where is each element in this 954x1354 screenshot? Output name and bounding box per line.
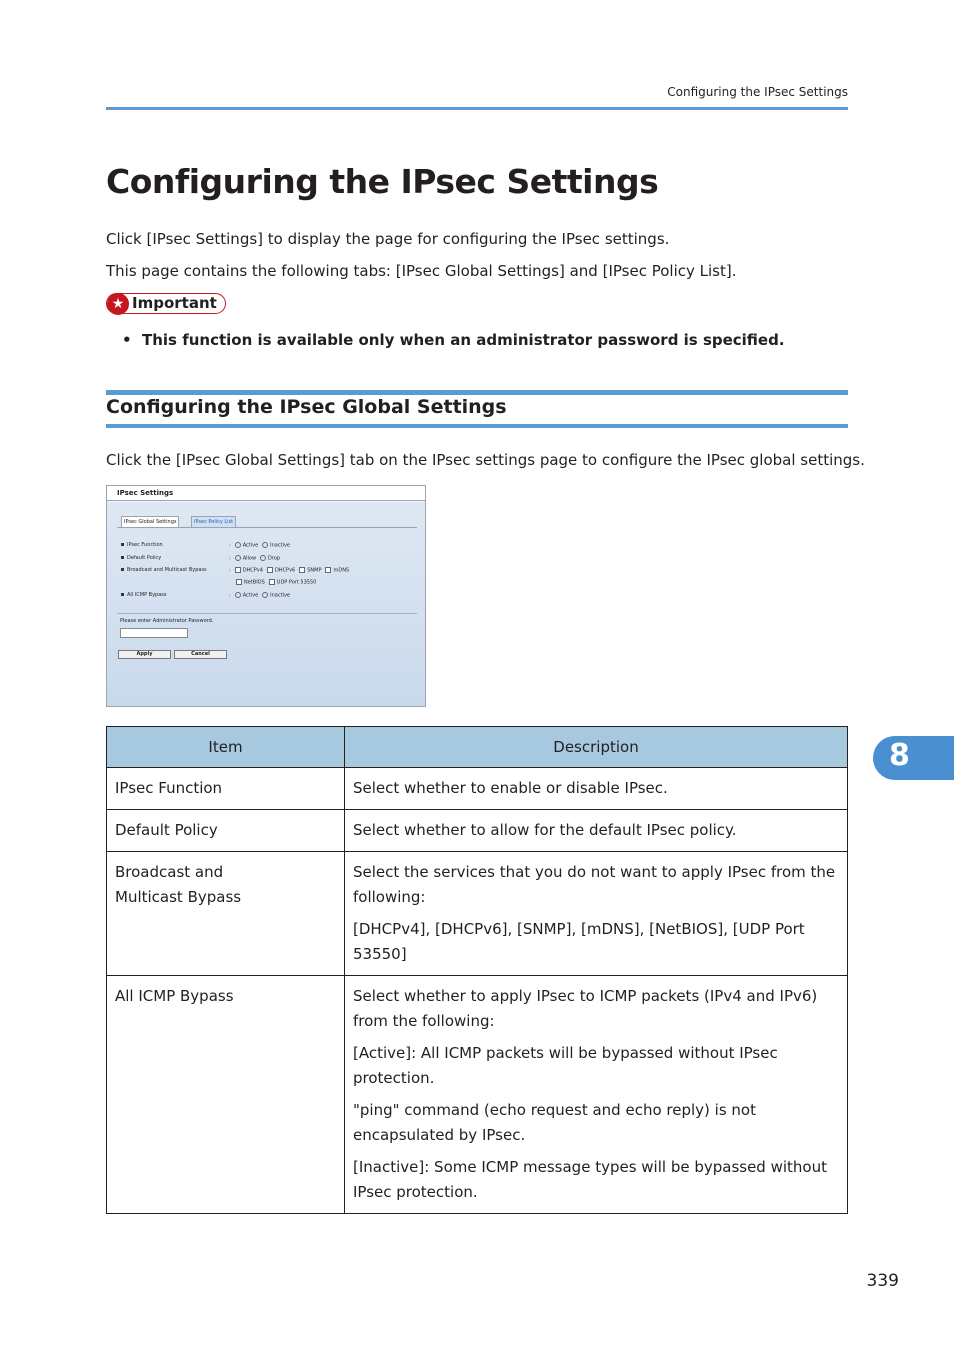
table-row	[107, 768, 848, 810]
section-title: Configuring the IPsec Global Settings	[106, 396, 507, 418]
setting-value-broadcast-bypass-2: NetBIOS UDP Port 53550	[232, 579, 316, 586]
radio-drop[interactable]	[260, 555, 266, 561]
radio-inactive[interactable]	[262, 542, 268, 548]
bullet-dot: •	[122, 331, 132, 349]
bullet-square-icon	[121, 543, 124, 546]
important-label: Important	[132, 294, 217, 312]
important-bullet	[122, 331, 785, 349]
intro-paragraph-2: This page contains the following tabs: [IPsec Global Settings] and [IPsec Policy List].	[106, 262, 737, 280]
cancel-button[interactable]: Cancel	[174, 650, 227, 659]
setting-value-icmp-bypass: : Active Inactive	[229, 592, 290, 599]
tab-ipsec-global-settings[interactable]: IPsec Global Settings	[121, 516, 179, 528]
setting-label-icmp-bypass: All ICMP Bypass	[121, 592, 167, 598]
setting-label-broadcast-bypass: Broadcast and Multicast Bypass	[121, 567, 207, 573]
settings-table	[106, 726, 848, 1214]
header-item: Item	[107, 727, 345, 768]
bullet-square-icon	[121, 556, 124, 559]
section-rule-bottom	[106, 424, 848, 428]
item-cell: All ICMP Bypass	[107, 976, 345, 1214]
table-row	[107, 810, 848, 852]
setting-value-broadcast-bypass: : DHCPv4 DHCPv6 SNMP mDNS	[229, 567, 350, 574]
apply-button[interactable]: Apply	[118, 650, 171, 659]
setting-value-ipsec-function: : Active Inactive	[229, 542, 290, 549]
radio-inactive[interactable]	[262, 592, 268, 598]
password-label: Please enter Administrator Password.	[120, 618, 214, 624]
header-description: Description	[345, 727, 848, 768]
checkbox-mdns[interactable]	[325, 567, 331, 573]
setting-value-default-policy: : Allow Drop	[229, 555, 281, 562]
checkbox-netbios[interactable]	[236, 579, 242, 585]
chapter-number: 8	[889, 738, 910, 773]
tab-rule	[117, 527, 417, 528]
screenshot-title: IPsec Settings	[117, 489, 174, 497]
page-title: Configuring the IPsec Settings	[106, 162, 659, 201]
intro-paragraph-1: Click [IPsec Settings] to display the page for configuring the IPsec settings.	[106, 230, 670, 248]
table-row	[107, 976, 848, 1214]
checkbox-snmp[interactable]	[299, 567, 305, 573]
important-badge	[106, 293, 226, 314]
ipsec-settings-screenshot	[106, 485, 426, 707]
password-input[interactable]	[120, 628, 188, 638]
bullet-square-icon	[121, 568, 124, 571]
screenshot-title-rule	[107, 500, 425, 501]
page-number: 339	[866, 1271, 899, 1291]
star-icon: ★	[107, 293, 129, 315]
description-cell: Select whether to apply IPsec to ICMP packets (IPv4 and IPv6) from the following: [Active]: All ICMP packets will be bypassed without IPsec protection. "ping" command (echo request and echo reply) is not encapsulated by IPsec. [Inactive]: Some ICMP message types will be bypassed without IPsec protection.	[345, 976, 848, 1214]
description-cell: Select the services that you do not want to apply IPsec from the following: [DHCPv4], [DHCPv6], [SNMP], [mDNS], [NetBIOS], [UDP Port 53550]	[345, 852, 848, 976]
description-cell: Select whether to allow for the default IPsec policy.	[345, 810, 848, 852]
item-cell: IPsec Function	[107, 768, 345, 810]
radio-allow[interactable]	[235, 555, 241, 561]
running-head: Configuring the IPsec Settings	[667, 85, 848, 99]
table-header-row	[107, 727, 848, 768]
table-row	[107, 852, 848, 976]
section-intro: Click the [IPsec Global Settings] tab on the IPsec settings page to configure the IPsec global settings.	[106, 451, 865, 469]
screenshot-separator	[117, 613, 417, 614]
setting-label-default-policy: Default Policy	[121, 555, 161, 561]
tab-ipsec-policy-list[interactable]: IPsec Policy List	[191, 516, 236, 528]
checkbox-dhcpv4[interactable]	[235, 567, 241, 573]
radio-active[interactable]	[235, 542, 241, 548]
item-cell: Default Policy	[107, 810, 345, 852]
header-rule	[106, 107, 848, 110]
setting-label-ipsec-function: IPsec Function	[121, 542, 163, 548]
radio-active[interactable]	[235, 592, 241, 598]
checkbox-dhcpv6[interactable]	[267, 567, 273, 573]
bullet-square-icon	[121, 593, 124, 596]
chapter-tab	[873, 736, 954, 780]
checkbox-udp-port[interactable]	[269, 579, 275, 585]
important-bullet-text: This function is available only when an administrator password is specified.	[142, 331, 785, 349]
section-rule-top	[106, 390, 848, 395]
item-cell: Broadcast and Multicast Bypass	[107, 852, 345, 976]
description-cell: Select whether to enable or disable IPsec.	[345, 768, 848, 810]
